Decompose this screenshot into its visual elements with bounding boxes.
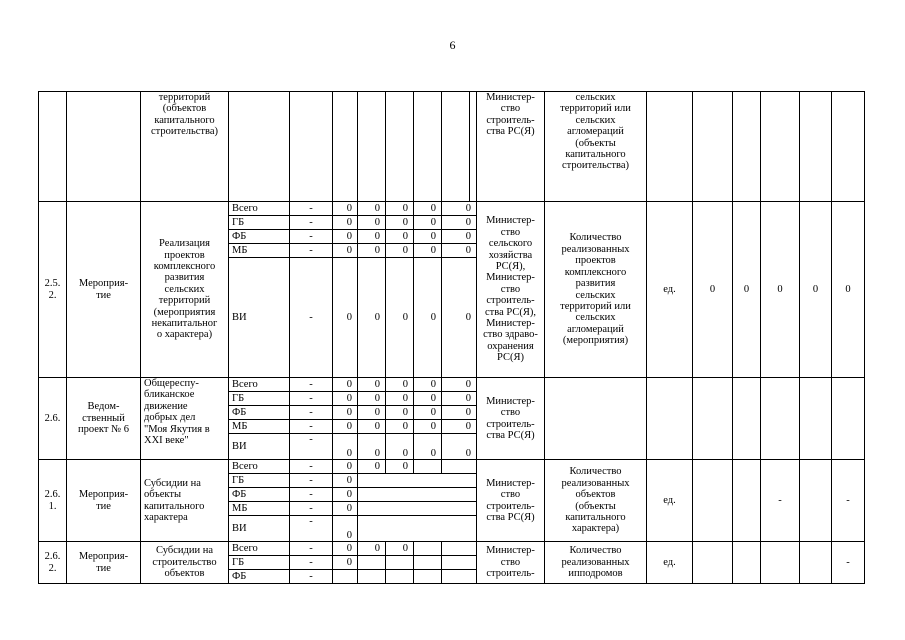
target-value: -	[761, 460, 800, 542]
funding-value	[358, 556, 386, 570]
funding-source: ГБ	[229, 216, 290, 230]
funding-value	[358, 570, 386, 584]
executor: Министер- ство строитель-	[477, 542, 545, 584]
measure-name: Субсидии на объекты капитального характера	[141, 460, 229, 542]
funding-value: 0	[333, 460, 358, 474]
funding-value	[414, 460, 442, 474]
funding-value: 0	[333, 406, 358, 420]
funding-value: 0	[386, 244, 414, 258]
funding-value	[414, 556, 442, 570]
funding-value	[358, 502, 477, 516]
table-row	[39, 202, 865, 216]
funding-source: Всего	[229, 378, 290, 392]
target-value	[693, 460, 733, 542]
funding-value: 0	[333, 516, 358, 542]
funding-value: 0	[358, 258, 386, 378]
funding-value: 0	[333, 542, 358, 556]
row-number: 2.6. 2.	[39, 542, 67, 584]
row-type: Мероприя- тие	[67, 460, 141, 542]
funding-source: МБ	[229, 502, 290, 516]
funding-total: -	[290, 556, 333, 570]
funding-value: 0	[386, 216, 414, 230]
funding-total: -	[290, 378, 333, 392]
funding-source: ФБ	[229, 230, 290, 244]
funding-value	[414, 570, 442, 584]
funding-value: 0	[333, 258, 358, 378]
funding-value: 0	[333, 230, 358, 244]
funding-total: -	[290, 406, 333, 420]
funding-value	[442, 556, 477, 570]
funding-value: 0	[333, 420, 358, 434]
row-number: 2.6. 1.	[39, 460, 67, 542]
funding-source: Всего	[229, 460, 290, 474]
funding-total: -	[290, 216, 333, 230]
target-value	[800, 460, 832, 542]
table-row	[39, 92, 865, 202]
executor: Министер- ство строитель- ства РС(Я)	[477, 92, 545, 202]
funding-total: -	[290, 230, 333, 244]
funding-total: -	[290, 258, 333, 378]
table-row	[39, 378, 865, 392]
target-value: 0	[693, 202, 733, 378]
target-value	[800, 542, 832, 584]
funding-source: ВИ	[229, 516, 290, 542]
row-number: 2.5. 2.	[39, 202, 67, 378]
target-value	[761, 542, 800, 584]
funding-value: 0	[358, 434, 386, 460]
funding-value: 0	[442, 244, 477, 258]
funding-total: -	[290, 434, 333, 460]
target-value	[693, 542, 733, 584]
target-value: -	[832, 460, 865, 542]
funding-value: 0	[414, 202, 442, 216]
funding-value: 0	[333, 488, 358, 502]
target-value: 0	[800, 202, 832, 378]
funding-value: 0	[442, 392, 477, 406]
program-table	[38, 91, 865, 584]
funding-total: -	[290, 244, 333, 258]
row-number: 2.6.	[39, 378, 67, 460]
funding-source: Всего	[229, 542, 290, 556]
unit: ед.	[647, 460, 693, 542]
funding-source: ФБ	[229, 488, 290, 502]
funding-value: 0	[414, 392, 442, 406]
funding-value	[414, 542, 442, 556]
funding-total: -	[290, 542, 333, 556]
funding-value: 0	[358, 542, 386, 556]
indicator: Количество реализованных объектов (объекты капитального характера)	[545, 460, 647, 542]
funding-value: 0	[358, 202, 386, 216]
measure-name: территорий (объектов капитального строительства)	[141, 92, 229, 202]
executor: Министер- ство строитель- ства РС(Я)	[477, 460, 545, 542]
funding-value: 0	[414, 420, 442, 434]
funding-value: 0	[358, 244, 386, 258]
funding-source: МБ	[229, 420, 290, 434]
unit: ед.	[647, 542, 693, 584]
funding-value: 0	[358, 392, 386, 406]
funding-value: 0	[386, 460, 414, 474]
funding-value: 0	[386, 542, 414, 556]
target-value: -	[832, 542, 865, 584]
funding-value	[442, 570, 477, 584]
funding-value: 0	[386, 378, 414, 392]
measure-name: Общереспу- бликанское движение добрых дел "Моя Якутия в XXI веке"	[141, 378, 229, 460]
funding-total: -	[290, 488, 333, 502]
funding-value: 0	[386, 392, 414, 406]
funding-value	[442, 542, 477, 556]
funding-value	[358, 474, 477, 488]
funding-value: 0	[358, 378, 386, 392]
table-row	[39, 460, 865, 474]
funding-source: ГБ	[229, 474, 290, 488]
table-row	[39, 542, 865, 556]
target-value	[733, 460, 761, 542]
funding-value: 0	[442, 378, 477, 392]
funding-source: ВИ	[229, 258, 290, 378]
funding-value: 0	[386, 406, 414, 420]
funding-value: 0	[414, 216, 442, 230]
funding-source: МБ	[229, 244, 290, 258]
funding-value	[358, 488, 477, 502]
funding-value: 0	[358, 420, 386, 434]
funding-value: 0	[414, 378, 442, 392]
funding-value: 0	[333, 244, 358, 258]
funding-value: 0	[333, 378, 358, 392]
funding-value: 0	[414, 434, 442, 460]
funding-value: 0	[333, 202, 358, 216]
funding-value: 0	[386, 202, 414, 216]
funding-value: 0	[414, 406, 442, 420]
target-value: 0	[761, 202, 800, 378]
executor: Министер- ство сельского хозяйства РС(Я), Министер- ство строитель- ства РС(Я), Министер- ство здраво- охранения РС(Я)	[477, 202, 545, 378]
funding-value: 0	[414, 258, 442, 378]
funding-value: 0	[386, 434, 414, 460]
indicator: сельских территорий или сельских агломераций (объекты капитального строительства)	[545, 92, 647, 202]
row-type: Ведом- ственный проект № 6	[67, 378, 141, 460]
indicator: Количество реализованных проектов комплексного развития сельских территорий или сельских агломераций (мероприятия)	[545, 202, 647, 378]
target-value: 0	[832, 202, 865, 378]
funding-value: 0	[333, 502, 358, 516]
funding-total: -	[290, 460, 333, 474]
funding-value: 0	[358, 230, 386, 244]
funding-value: 0	[358, 460, 386, 474]
funding-total: -	[290, 474, 333, 488]
funding-value	[386, 556, 414, 570]
measure-name: Субсидии на строительство объектов	[141, 542, 229, 584]
funding-source: ГБ	[229, 392, 290, 406]
unit: ед.	[647, 202, 693, 378]
funding-value: 0	[386, 420, 414, 434]
funding-value: 0	[442, 406, 477, 420]
funding-value	[442, 460, 477, 474]
target-value: 0	[733, 202, 761, 378]
funding-value	[333, 570, 358, 584]
funding-value: 0	[333, 474, 358, 488]
funding-total: -	[290, 570, 333, 584]
funding-value: 0	[358, 216, 386, 230]
funding-source: ФБ	[229, 406, 290, 420]
funding-value	[386, 570, 414, 584]
funding-value: 0	[333, 556, 358, 570]
measure-name: Реализация проектов комплексного развития сельских территорий (мероприятия некапитальног о характера)	[141, 202, 229, 378]
target-value	[733, 542, 761, 584]
funding-value: 0	[386, 258, 414, 378]
funding-value: 0	[386, 230, 414, 244]
page-number: 6	[449, 38, 456, 52]
funding-total: -	[290, 202, 333, 216]
funding-value: 0	[442, 230, 477, 244]
indicator: Количество реализованных ипподромов	[545, 542, 647, 584]
funding-value: 0	[414, 230, 442, 244]
funding-source: ГБ	[229, 556, 290, 570]
funding-source: Всего	[229, 202, 290, 216]
funding-value: 0	[358, 406, 386, 420]
row-type: Мероприя- тие	[67, 202, 141, 378]
executor: Министер- ство строитель- ства РС(Я)	[477, 378, 545, 460]
funding-total: -	[290, 502, 333, 516]
funding-value: 0	[442, 434, 477, 460]
funding-total: -	[290, 392, 333, 406]
funding-value	[358, 516, 477, 542]
funding-value: 0	[442, 202, 477, 216]
funding-source: ВИ	[229, 434, 290, 460]
funding-value: 0	[442, 216, 477, 230]
funding-value: 0	[442, 258, 477, 378]
funding-value: 0	[442, 420, 477, 434]
funding-value: 0	[333, 434, 358, 460]
funding-value: 0	[414, 244, 442, 258]
funding-value: 0	[333, 392, 358, 406]
funding-total: -	[290, 420, 333, 434]
funding-value: 0	[333, 216, 358, 230]
funding-source: ФБ	[229, 570, 290, 584]
row-type: Мероприя- тие	[67, 542, 141, 584]
funding-total: -	[290, 516, 333, 542]
